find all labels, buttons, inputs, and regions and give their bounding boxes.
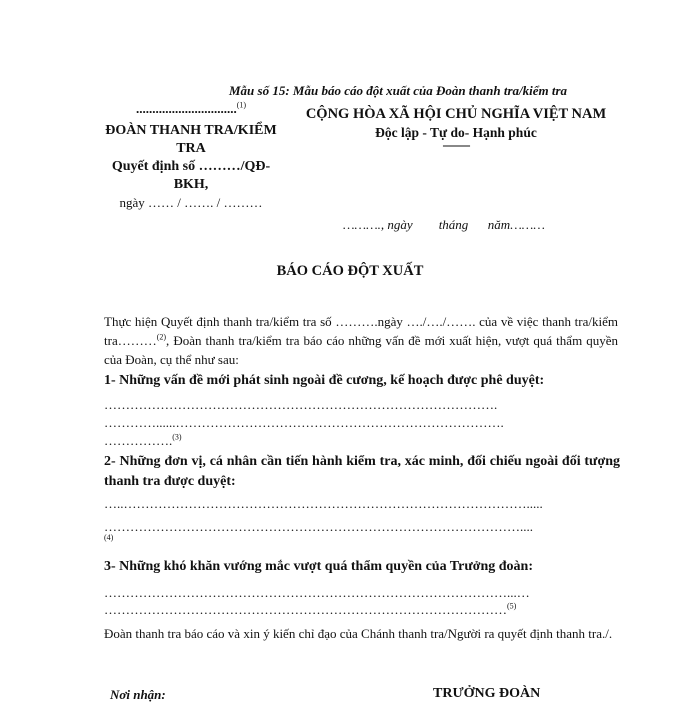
motto-rule: --------- bbox=[442, 138, 470, 152]
section1-dots-3-text: ……………. bbox=[104, 433, 173, 448]
section2-dots-1: …..…………………………………………………………………………………..... bbox=[104, 496, 543, 511]
footnote-5: (5) bbox=[507, 601, 517, 611]
section2-heading: 2- Những đơn vị, cá nhân cần tiến hành kiểm tra, xác minh, đối chiếu ngoài đối tượng thanh tra được duyệt: bbox=[104, 454, 620, 489]
place-date: ………., ngày tháng năm……… bbox=[343, 217, 545, 232]
footnote-1: (1) bbox=[236, 100, 247, 110]
team-name-line2: TRA bbox=[176, 141, 206, 156]
section3-dots-1: …………………………………………………………………………………...… bbox=[104, 585, 530, 600]
decision-line1: Quyết định số ………/QĐ- bbox=[111, 159, 271, 174]
decision-date: ngày …… / ……. / ……… bbox=[119, 195, 263, 210]
report-title: BÁO CÁO ĐỘT XUẤT bbox=[276, 263, 424, 279]
footnote-3: (3) bbox=[172, 432, 182, 442]
intro-paragraph bbox=[104, 312, 618, 369]
agency-dots: ............................... bbox=[135, 101, 237, 116]
decision-line2: BKH, bbox=[173, 177, 209, 192]
signer-title: TRƯỞNG ĐOÀN bbox=[433, 686, 541, 701]
nation-title: CỘNG HÒA XÃ HỘI CHỦ NGHĨA VIỆT NAM bbox=[305, 106, 607, 122]
intro-text-1: Thực hiện Quyết định thanh tra/kiểm tra số ……….ngày …./…./……. của về việc thanh tra/kiểm tra……… bbox=[104, 314, 618, 348]
footnote-4: (4) bbox=[104, 533, 114, 542]
section3-dots-2-text: ………………………………………………………………………………… bbox=[104, 602, 507, 617]
footnote-2: (2) bbox=[156, 332, 167, 342]
form-title: Mẫu số 15: Mẫu báo cáo đột xuất của Đoàn thanh tra/kiểm tra bbox=[229, 83, 568, 98]
section3-dots-2 bbox=[104, 602, 516, 618]
section1-dots-3 bbox=[104, 433, 182, 449]
section1-dots-1: ………………………………………………………………………………. bbox=[104, 397, 498, 412]
section2-dots-2: …………………………………………………………………………………….... bbox=[104, 519, 533, 534]
section1-heading: 1- Những vấn đề mới phát sinh ngoài đề cương, kế hoạch được phê duyệt: bbox=[104, 373, 545, 388]
motto: Độc lập - Tự do- Hạnh phúc bbox=[375, 125, 537, 140]
closing-paragraph: Đoàn thanh tra báo cáo và xin ý kiến chỉ đạo của Chánh thanh tra/Người ra quyết định thanh tra./. bbox=[104, 626, 613, 641]
intro-text-2: , Đoàn thanh tra/kiểm tra báo cáo những vấn đề mới xuất hiện, vượt quá thẩm quyền của Đoàn, cụ thể như sau: bbox=[104, 333, 618, 367]
section3-heading: 3- Những khó khăn vướng mắc vượt quá thẩm quyền của Trưởng đoàn: bbox=[104, 559, 533, 574]
recipients-label: Nơi nhận: bbox=[110, 687, 166, 702]
agency-line bbox=[96, 101, 286, 117]
team-name-line1: ĐOÀN THANH TRA/KIỂM bbox=[105, 123, 277, 138]
section1-dots-2: …………......…………………………………………………………………. bbox=[104, 415, 504, 430]
